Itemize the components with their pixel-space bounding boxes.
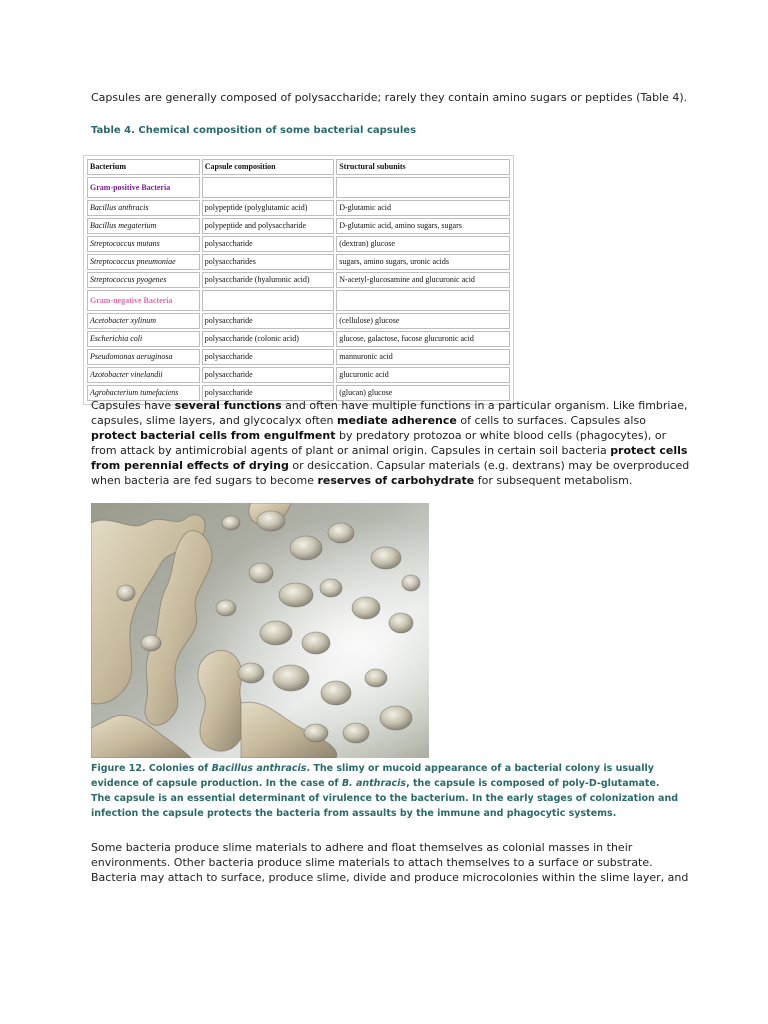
structural-subunits-cell: D-glutamic acid, amino sugars, sugars [336,218,510,234]
text-span: by predatory protozoa or white blood cells (phagocytes), or from attack by antimicrobial agents of plant or animal origin. Capsules in certain soil bacteria [91,429,667,457]
table-row [87,367,510,383]
capsule-composition-cell: polypeptide and polysaccharide [202,218,334,234]
text-span: Capsules have [91,399,175,412]
table-row [87,218,510,234]
text-span: Figure 12. Colonies of [91,763,212,774]
bacterium-cell: Acetobacter xylinum [87,313,200,329]
bold-span: protect cells from perennial effects of drying [91,444,688,472]
structural-subunits-cell: (glucan) glucose [336,385,510,401]
structural-subunits-cell: D-glutamic acid [336,200,510,216]
capsule-composition-cell: polysaccharide [202,349,334,365]
capsule-composition-cell: polysaccharide (hyaluronic acid) [202,272,334,288]
text-span: of cells to surfaces. Capsules also [456,414,646,427]
table-row [87,272,510,288]
structural-subunits-cell: glucuronic acid [336,367,510,383]
italic-span: B. anthracis [341,778,407,789]
capsule-composition-cell: polysaccharide (colonic acid) [202,331,334,347]
table-row [87,254,510,270]
bacterium-cell: Streptococcus pyogenes [87,272,200,288]
table-title: Table 4. Chemical composition of some bacterial capsules [91,125,417,136]
bacterium-cell: Bacillus megaterium [87,218,200,234]
header-capsule-composition: Capsule composition [202,159,334,175]
bold-span: reserves of carbohydrate [317,474,475,487]
gram-negative-group-row [87,290,510,311]
gram-positive-label: Gram-positive Bacteria [87,177,200,198]
intro-text: Capsules are generally composed of polysaccharide; rarely they contain amino sugars or peptides (Table 4). [91,91,688,104]
bacillus-anthracis-colonies-photo [91,503,429,758]
text-span: . The slimy or mucoid appearance of a bacterial colony is usually evidence of capsule production. In the case of [91,763,654,789]
header-structural-subunits: Structural subunits [336,159,510,175]
capsule-composition-cell: polysaccharide [202,313,334,329]
table-header-row [87,159,510,175]
structural-subunits-cell: (cellulose) glucose [336,313,510,329]
capsule-functions-paragraph [91,398,691,488]
table-row [87,313,510,329]
table-row [87,331,510,347]
empty-cell [336,177,510,198]
bacterium-cell: Agrobacterium tumefaciens [87,385,200,401]
text-span: or desiccation. Capsular materials (e.g. dextrans) may be overproduced when bacteria are fed sugars to become [91,459,690,487]
text-span: for subsequent metabolism. [474,474,633,487]
capsule-composition-cell: polypeptide (polyglutamic acid) [202,200,334,216]
empty-cell [202,177,334,198]
bacterium-cell: Escherichia coli [87,331,200,347]
bacterium-cell: Pseudomonas aeruginosa [87,349,200,365]
structural-subunits-cell: mannuronic acid [336,349,510,365]
empty-cell [336,290,510,311]
bacterium-cell: Azotobacter vinelandii [87,367,200,383]
gram-negative-label: Gram-negative Bacteria [87,290,200,311]
structural-subunits-cell: glucose, galactose, fucose glucuronic acid [336,331,510,347]
header-bacterium: Bacterium [87,159,200,175]
structural-subunits-cell: sugars, amino sugars, uronic acids [336,254,510,270]
text-span: and often have multiple functions in a particular organism. Like fimbriae, capsules, slime layers, and glycocalyx often [91,399,688,427]
structural-subunits-cell: N-acetyl-glucosamine and glucuronic acid [336,272,510,288]
capsule-composition-cell: polysaccharide [202,367,334,383]
italic-span: Bacillus anthracis [211,763,307,774]
table-row [87,200,510,216]
capsule-composition-cell: polysaccharide [202,385,334,401]
slime-materials-paragraph: Some bacteria produce slime materials to adhere and float themselves as colonial masses in their environments. Other bacteria produce slime materials to attach themselves to a surface or substrate. Bacteria may attach to surface, produce slime, divide and produce microcolonies within the slime layer, and [91,841,689,884]
bold-span: protect bacterial cells from engulfment [91,429,336,442]
capsule-composition-cell: polysaccharide [202,236,334,252]
gram-positive-group-row [87,177,510,198]
capsule-composition-cell: polysaccharides [202,254,334,270]
bacterium-cell: Streptococcus pneumoniae [87,254,200,270]
empty-cell [202,290,334,311]
bacterium-cell: Bacillus anthracis [87,200,200,216]
structural-subunits-cell: (dextran) glucose [336,236,510,252]
table-row [87,349,510,365]
table-row [87,236,510,252]
bold-span: mediate adherence [337,414,457,427]
text-span: , the capsule is composed of poly-D-glutamate. The capsule is an essential determinant of virulence to the bacterium. In the early stages of colonization and infection the capsule protects the bacteria from assaults by the immune and phagocytic systems. [91,778,679,819]
figure-12-caption [91,761,681,821]
capsule-composition-table [83,155,514,405]
bacterium-cell: Streptococcus mutans [87,236,200,252]
bold-span: several functions [174,399,282,412]
